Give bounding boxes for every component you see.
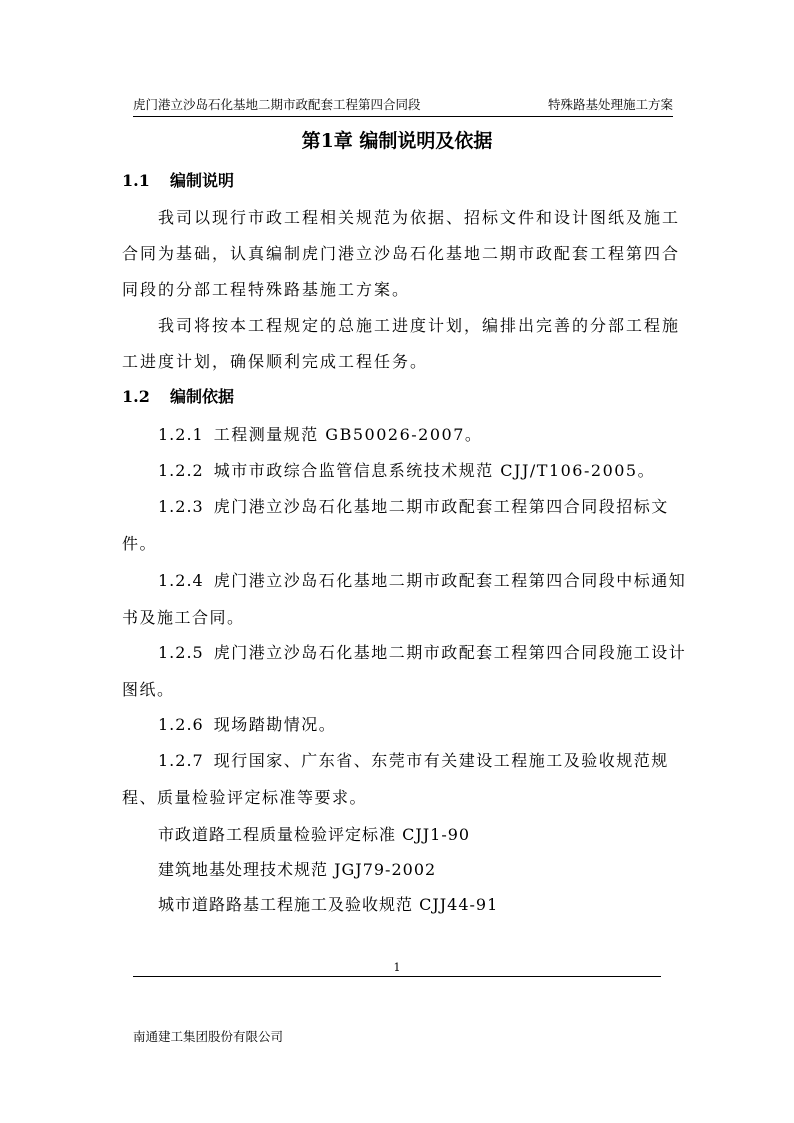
page-number: 1: [393, 961, 401, 974]
footer-company: 南通建工集团股份有限公司: [133, 1029, 284, 1044]
standard-entry: 建筑地基处理技术规范 JGJ79-2002: [158, 860, 437, 879]
basis-item: [122, 706, 690, 743]
standard-entry: 城市道路路基工程施工及验收规范 CJJ44-91: [158, 895, 499, 914]
basis-item-text: 工程测量规范 GB50026-2007。: [213, 425, 483, 444]
basis-item-text: 现场踏勘情况。: [213, 715, 337, 734]
basis-item: [122, 452, 690, 489]
basis-item-number: 1.2.6: [158, 715, 204, 734]
basis-item-number: 1.2.4: [158, 571, 204, 590]
basis-item-text: 虎门港立沙岛石化基地二期市政配套工程第四合同段中标通知书及施工合同。: [122, 571, 687, 627]
basis-item-text: 虎门港立沙岛石化基地二期市政配套工程第四合同段招标文件。: [122, 497, 669, 553]
page-header: [133, 96, 673, 117]
section-number: 1.2: [122, 387, 150, 406]
standard-entry: 市政道路工程质量检验评定标准 CJJ1-90: [158, 825, 471, 844]
section-title: 编制依据: [170, 387, 235, 406]
basis-item: [122, 416, 690, 453]
basis-item-text: 现行国家、广东省、东莞市有关建设工程施工及验收规范规程、质量检验评定标准等要求。: [122, 751, 669, 807]
footer-divider: [133, 976, 661, 977]
basis-item-number: 1.2.3: [158, 497, 204, 516]
basis-item: [122, 634, 690, 708]
header-project-name: 虎门港立沙岛石化基地二期市政配套工程第四合同段: [133, 97, 421, 112]
header-document-type: 特殊路基处理施工方案: [547, 97, 673, 112]
paragraph: 我司将按本工程规定的总施工进度计划，编排出完善的分部工程施工进度计划，确保顺利完成工程任务。: [122, 316, 681, 371]
basis-item-text: 虎门港立沙岛石化基地二期市政配套工程第四合同段施工设计图纸。: [122, 643, 687, 699]
section-heading-1-2: [122, 386, 234, 408]
paragraph: 我司以现行市政工程相关规范为依据、招标文件和设计图纸及施工合同为基础，认真编制虎门港立沙岛石化基地二期市政配套工程第四合同段的分部工程特殊路基施工方案。: [122, 208, 681, 299]
section-heading-1-1: [122, 170, 234, 192]
basis-item: [122, 742, 690, 816]
basis-item-number: 1.2.5: [158, 643, 204, 662]
basis-item-number: 1.2.2: [158, 461, 204, 480]
basis-item: [122, 562, 690, 636]
section-title: 编制说明: [170, 171, 235, 190]
basis-item-number: 1.2.1: [158, 425, 204, 444]
basis-item-text: 城市市政综合监管信息系统技术规范 CJJ/T106-2005。: [213, 461, 656, 480]
basis-item: [122, 488, 690, 562]
section-number: 1.1: [122, 171, 150, 190]
chapter-title: 第1章 编制说明及依据: [301, 130, 493, 152]
basis-item-number: 1.2.7: [158, 751, 204, 770]
